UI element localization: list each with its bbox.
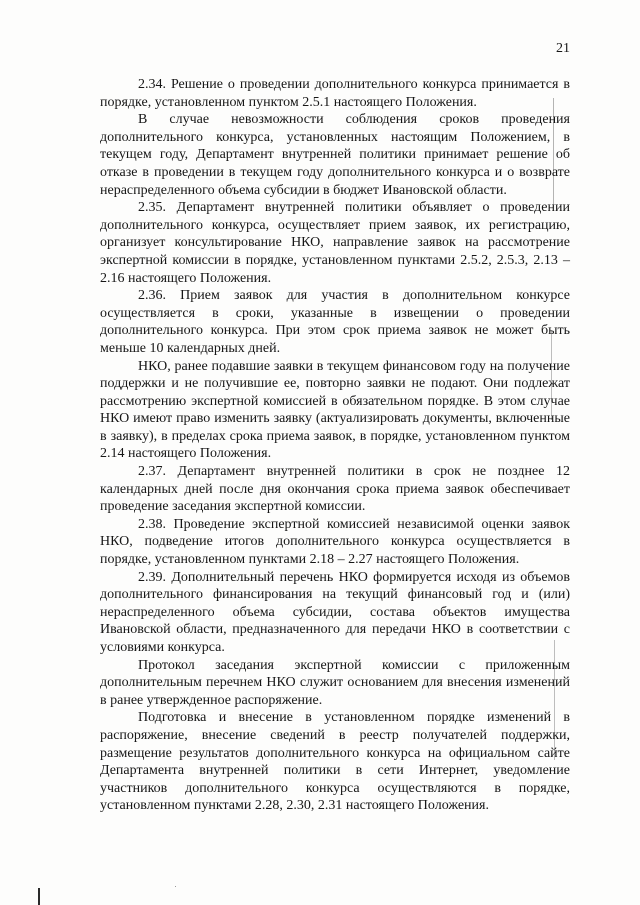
- paragraph-2-36: 2.36. Прием заявок для участия в дополнительном конкурсе осуществляется в сроки, указанные в извещении о проведении дополнительного конкурса. При этом срок приема заявок не может быть меньше 10 календарных дней.: [100, 288, 570, 356]
- paragraph-amendments: Подготовка и внесение в установленном порядке изменений в распоряжение, внесение сведений в реестр получателей поддержки, размещение результатов дополнительного конкурса на официальном сайте Департамента внутренней политики в сети Интернет, уведомление участников дополнительного конкурса осуществляются в порядке, установленном пунктами 2.28, 2.30, 2.31 настоящего Положения.: [100, 710, 570, 814]
- paragraph-protocol: Протокол заседания экспертной комиссии с приложенным дополнительным перечнем НКО служит основанием для внесения изменений в ранее утвержденное распоряжение.: [100, 657, 570, 708]
- scan-artifact-right-middle: [551, 330, 552, 420]
- scan-artifact-right-upper: [553, 98, 554, 208]
- page-number: 21: [556, 41, 570, 56]
- paragraph-repeat-applications: НКО, ранее подавшие заявки в текущем финансовом году на получение поддержки и не получившие ее, повторно заявки не подают. Они подлежат рассмотрению экспертной комиссией в обязательном порядке. В этом случае НКО имеют право изменить заявку (актуализировать документы, включенные в заявку), в пределах срока приема заявок, в порядке, установленном пунктом 2.14 настоящего Положения.: [100, 358, 570, 462]
- paragraph-2-34: 2.34. Решение о проведении дополнительного конкурса принимается в порядке, установленном пунктом 2.5.1 настоящего Положения.: [100, 77, 570, 110]
- paragraph-2-38: 2.38. Проведение экспертной комиссией независимой оценки заявок НКО, подведение итогов дополнительного конкурса осуществляется в порядке, установленном пунктами 2.18 – 2.27 настоящего Положения.: [100, 516, 570, 568]
- scan-artifact-left-edge: [38, 888, 40, 905]
- scan-artifact-right-lower: [554, 640, 555, 760]
- paragraph-2-39: 2.39. Дополнительный перечень НКО формируется исходя из объемов дополнительного финансирования на текущий финансовый год и (или) нераспределенного объема субсидии, состава объектов имущества Ивановской области, предназначенного для передачи НКО в соответствии с условиями конкурса.: [100, 569, 570, 655]
- paragraph-2-37: 2.37. Департамент внутренней политики в срок не позднее 12 календарных дней после дня окончания срока приема заявок обеспечивает проведение заседания экспертной комиссии.: [100, 464, 570, 515]
- scan-dust-dot: [175, 886, 176, 887]
- paragraph-refusal: В случае невозможности соблюдения сроков проведения дополнительного конкурса, установленных настоящим Положением, в текущем году, Департамент внутренней политики принимает решение об отказе в проведении в текущем году дополнительного конкурса и о возврате нераспределенного объема субсидии в бюджет Ивановской области.: [100, 112, 570, 198]
- document-body: [100, 76, 570, 815]
- paragraph-2-35: 2.35. Департамент внутренней политики объявляет о проведении дополнительного конкурса, осуществляет прием заявок, их регистрацию, организует консультирование НКО, направление заявок на рассмотрение экспертной комиссии в порядке, установленном пунктами 2.5.2, 2.5.3, 2.13 – 2.16 настоящего Положения.: [100, 200, 570, 286]
